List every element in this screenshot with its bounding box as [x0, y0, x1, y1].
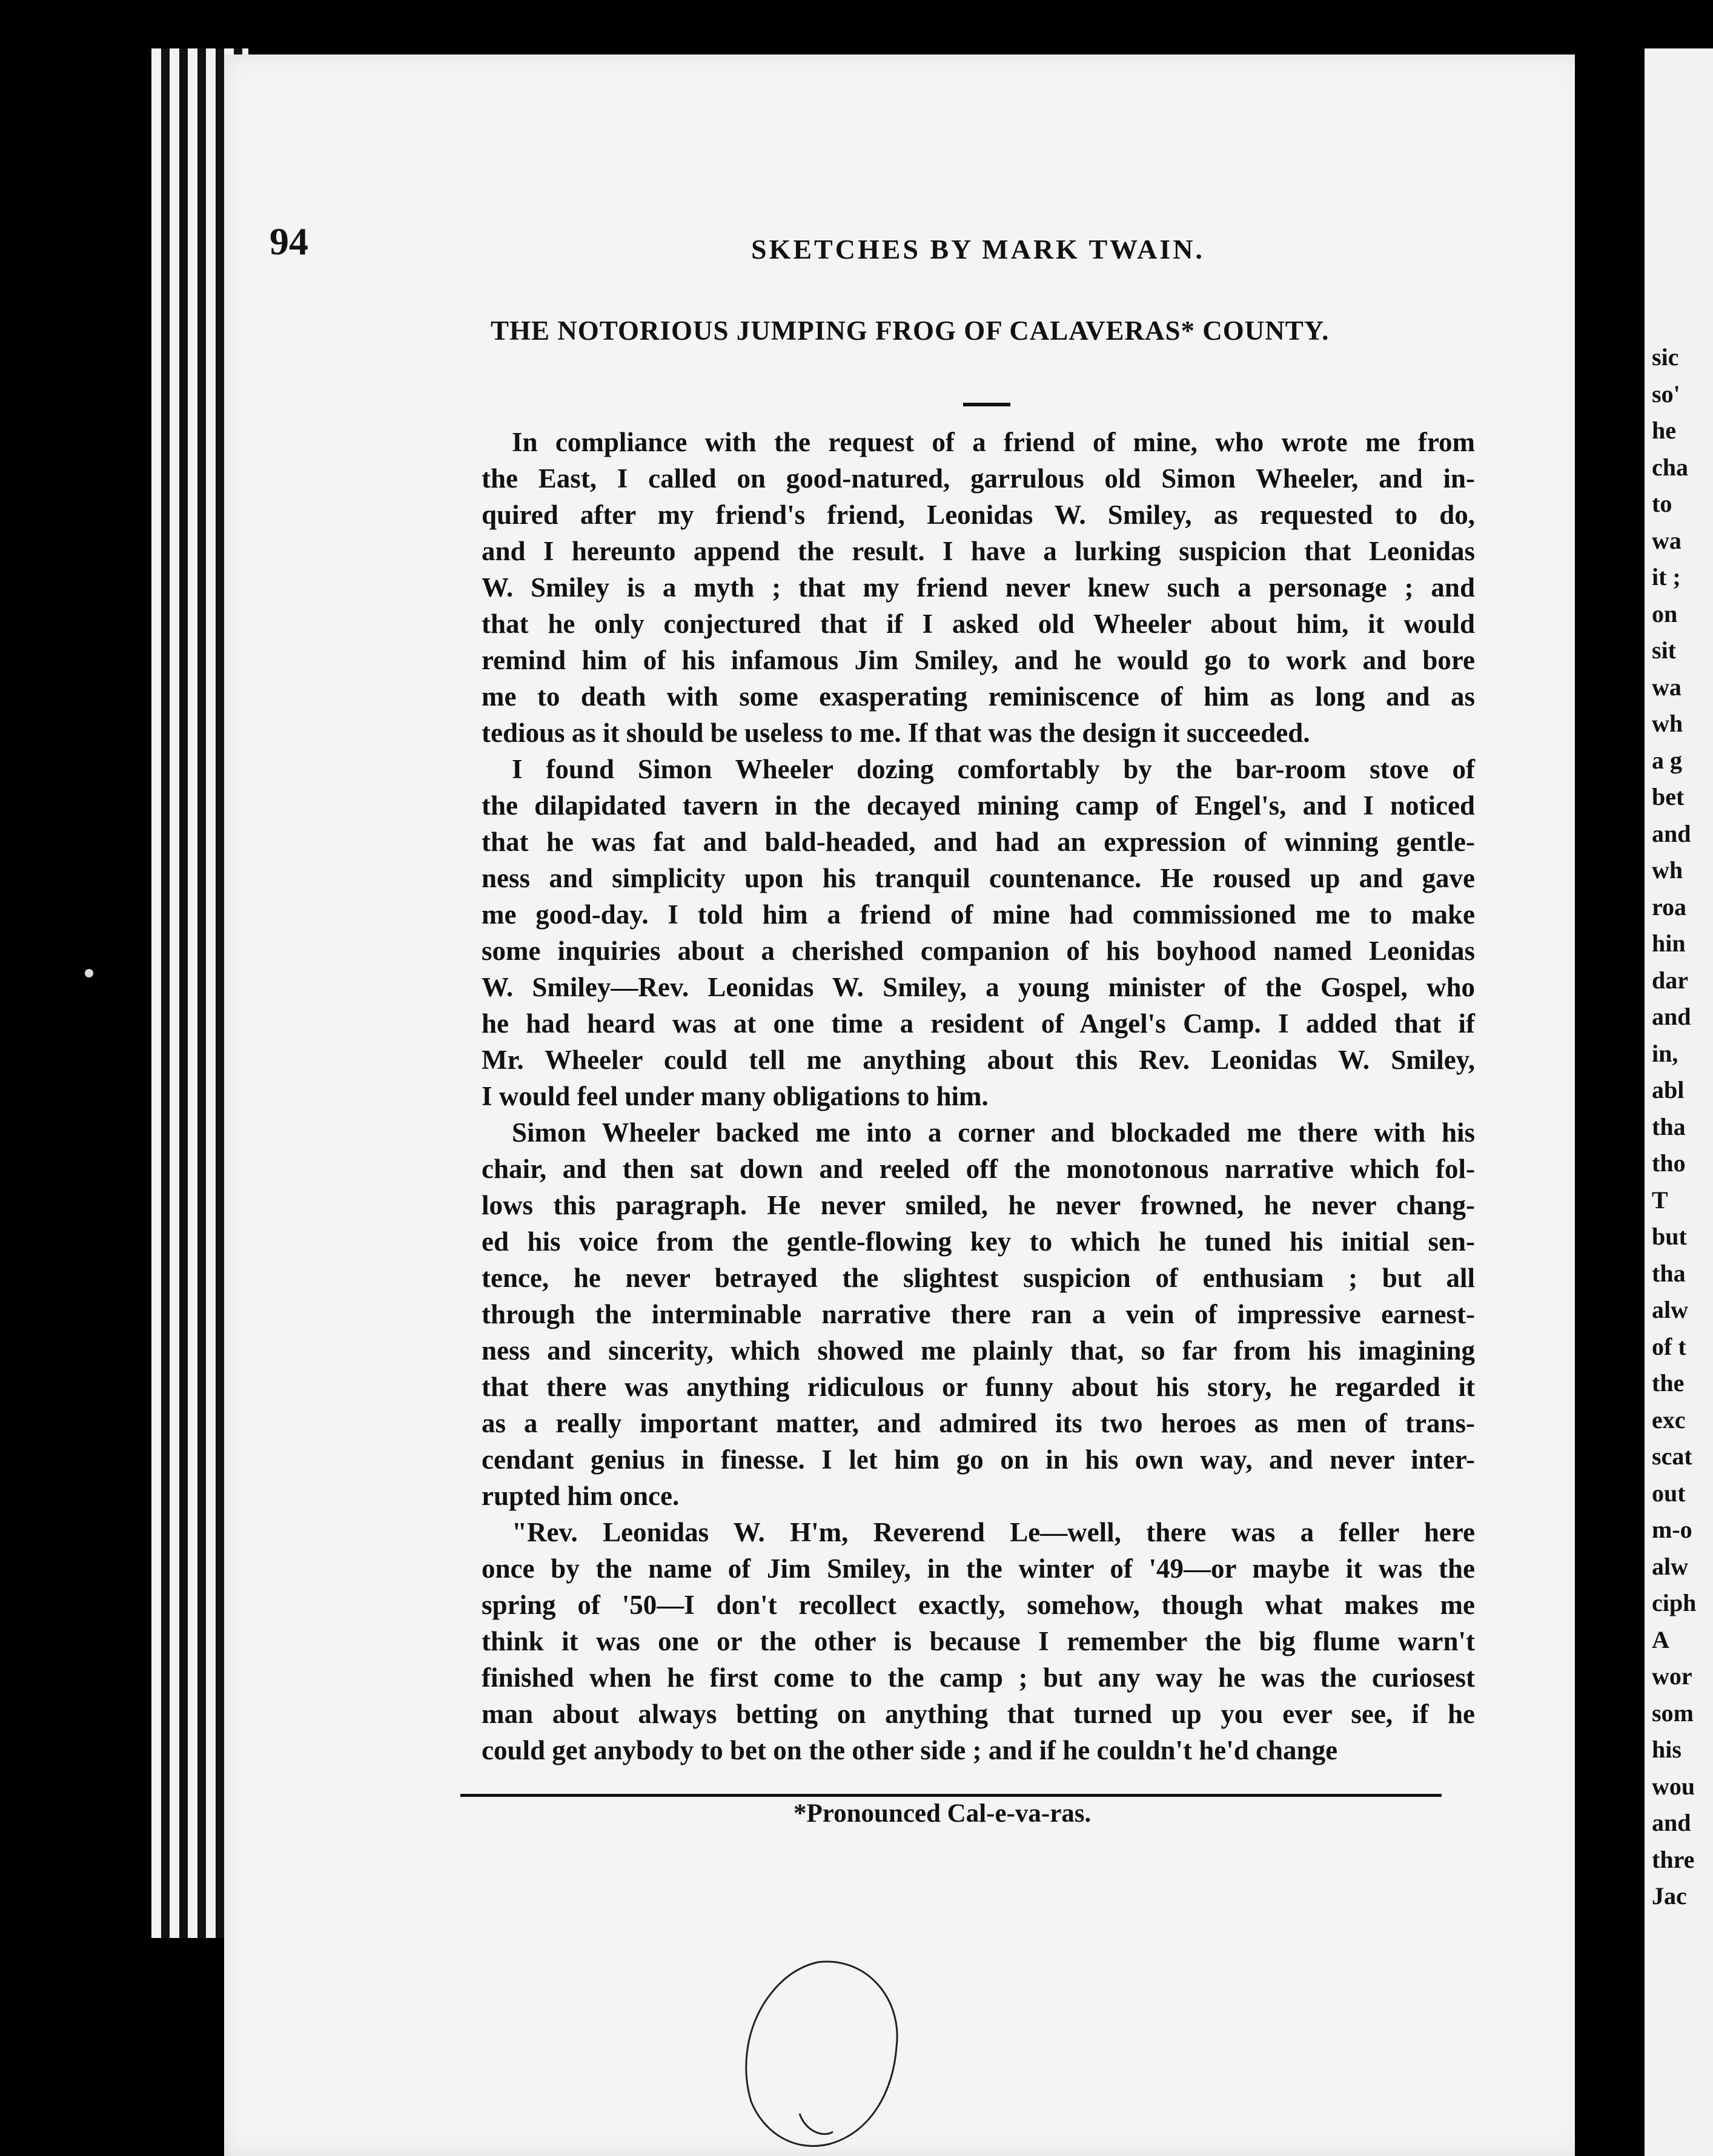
facing-page-fragment: ciph: [1652, 1589, 1697, 1616]
facing-page-fragment: so': [1652, 380, 1680, 408]
facing-page-fragment: roa: [1652, 893, 1687, 921]
text-line: Mr. Wheeler could tell me anything about this Rev. Leonidas W. Smiley,: [482, 1045, 1475, 1075]
facing-page-fragment: cha: [1652, 453, 1688, 481]
text-line: I found Simon Wheeler dozing comfortably by the bar-room stove of: [512, 754, 1475, 784]
dust-speck: [85, 969, 93, 977]
facing-page-edge: [1645, 48, 1713, 2156]
text-line: Simon Wheeler backed me into a corner and blockaded me there with his: [512, 1117, 1475, 1148]
text-line: think it was one or the other is because I remember the big flume warn't: [482, 1626, 1475, 1656]
chapter-title: THE NOTORIOUS JUMPING FROG OF CALAVERAS* COUNTY.: [491, 316, 1330, 346]
footnote: *Pronounced Cal-e-va-ras.: [794, 1799, 1092, 1828]
facing-page-fragment: wa: [1652, 673, 1682, 701]
text-line: man about always betting on anything that turned up you ever see, if he: [482, 1699, 1475, 1729]
facing-page-fragment: wh: [1652, 710, 1683, 737]
facing-page-fragment: m-o: [1652, 1516, 1692, 1543]
text-line: remind him of his infamous Jim Smiley, and he would go to work and bore: [482, 645, 1475, 675]
text-line: that he was fat and bald-headed, and had an expression of winning gentle-: [482, 827, 1475, 857]
text-line: spring of '50—I don't recollect exactly, somehow, though what makes me: [482, 1590, 1475, 1620]
facing-page-fragment: scat: [1652, 1443, 1692, 1470]
text-line: ness and simplicity upon his tranquil countenance. He roused up and gave: [482, 863, 1475, 893]
facing-page-fragment: som: [1652, 1699, 1694, 1727]
stamp-outline: [727, 1950, 915, 2156]
facing-page-fragment: T: [1652, 1186, 1668, 1214]
text-line: W. Smiley—Rev. Leonidas W. Smiley, a young minister of the Gospel, who: [482, 972, 1475, 1002]
facing-page-fragment: dar: [1652, 966, 1688, 994]
facing-page-fragment: and: [1652, 1809, 1691, 1836]
facing-page-fragment: the: [1652, 1369, 1685, 1397]
facing-page-fragment: but: [1652, 1223, 1687, 1250]
facing-page-fragment: wh: [1652, 856, 1683, 884]
facing-page-fragment: sic: [1652, 343, 1679, 371]
text-line: the dilapidated tavern in the decayed mining camp of Engel's, and I noticed: [482, 790, 1475, 821]
facing-page-fragment: of t: [1652, 1332, 1686, 1360]
facing-page-fragment: alw: [1652, 1296, 1688, 1323]
facing-page-fragment: abl: [1652, 1076, 1685, 1103]
facing-page-fragment: A: [1652, 1625, 1669, 1653]
text-line: tedious as it should be useless to me. If that was the design it succeeded.: [482, 718, 1310, 748]
facing-page-fragment: wou: [1652, 1772, 1695, 1800]
text-line: I would feel under many obligations to him.: [482, 1081, 989, 1111]
facing-page-fragment: alw: [1652, 1552, 1688, 1580]
facing-page-fragment: thre: [1652, 1845, 1695, 1873]
facing-page-fragment: and: [1652, 819, 1691, 847]
text-line: lows this paragraph. He never smiled, he never frowned, he never chang-: [482, 1190, 1475, 1220]
text-line: cendant genius in finesse. I let him go on in his own way, and never inter-: [482, 1444, 1475, 1475]
facing-page-fragment: his: [1652, 1736, 1682, 1763]
footnote-rule: [460, 1794, 1442, 1797]
text-line: through the interminable narrative there ran a vein of impressive earnest-: [482, 1299, 1475, 1329]
facing-page-fragment: and: [1652, 1003, 1691, 1030]
text-line: me to death with some exasperating reminiscence of him as long and as: [482, 681, 1475, 712]
text-line: finished when he first come to the camp ; but any way he was the curiosest: [482, 1662, 1475, 1693]
text-line: quired after my friend's friend, Leonidas W. Smiley, as requested to do,: [482, 500, 1475, 530]
facing-page-fragment: to: [1652, 490, 1672, 517]
text-line: tence, he never betrayed the slightest suspicion of enthusiam ; but all: [482, 1263, 1475, 1293]
facing-page-fragment: sit: [1652, 637, 1676, 664]
facing-page-fragment: tha: [1652, 1113, 1686, 1140]
page-number: 94: [270, 220, 308, 263]
facing-page-fragment: tho: [1652, 1149, 1686, 1177]
text-line: the East, I called on good-natured, garrulous old Simon Wheeler, and in-: [482, 463, 1475, 494]
facing-page-fragment: in,: [1652, 1039, 1678, 1067]
text-line: that there was anything ridiculous or funny about his story, he regarded it: [482, 1372, 1475, 1402]
facing-page-fragment: tha: [1652, 1259, 1686, 1287]
text-line: and I hereunto append the result. I have a lurking suspicion that Leonidas: [482, 536, 1475, 566]
text-line: ness and sincerity, which showed me plainly that, so far from his imagining: [482, 1335, 1475, 1366]
facing-page-fragment: out: [1652, 1479, 1686, 1507]
gutter: [1575, 48, 1645, 2156]
facing-page-fragment: wor: [1652, 1662, 1692, 1690]
facing-page-fragment: it ;: [1652, 563, 1681, 590]
facing-page-fragment: exc: [1652, 1406, 1686, 1433]
text-line: me good-day. I told him a friend of mine had commissioned me to make: [482, 899, 1475, 930]
facing-page-fragment: a g: [1652, 746, 1682, 774]
text-line: some inquiries about a cherished companion of his boyhood named Leonidas: [482, 936, 1475, 966]
text-line: rupted him once.: [482, 1481, 680, 1511]
facing-page-fragment: hin: [1652, 930, 1686, 957]
text-line: ed his voice from the gentle-flowing key to which he tuned his initial sen-: [482, 1226, 1475, 1257]
text-line: once by the name of Jim Smiley, in the winter of '49—or maybe it was the: [482, 1553, 1475, 1584]
facing-page-fragment: wa: [1652, 526, 1682, 554]
facing-page-fragment: Jac: [1652, 1882, 1687, 1910]
text-line: that he only conjectured that if I asked old Wheeler about him, it would: [482, 609, 1475, 639]
facing-page-fragment: on: [1652, 600, 1678, 627]
body-text: [482, 424, 1475, 1768]
facing-page-fragment: bet: [1652, 783, 1685, 810]
facing-page-fragment: he: [1652, 417, 1676, 444]
text-line: In compliance with the request of a friend of mine, who wrote me from: [512, 427, 1475, 457]
text-line: "Rev. Leonidas W. H'm, Reverend Le—well, there was a feller here: [512, 1517, 1475, 1547]
title-rule: [963, 403, 1010, 406]
text-line: he had heard was at one time a resident of Angel's Camp. I added that if: [482, 1008, 1475, 1039]
running-head: SKETCHES BY MARK TWAIN.: [751, 234, 1205, 265]
text-line: W. Smiley is a myth ; that my friend never knew such a personage ; and: [482, 572, 1475, 603]
text-line: chair, and then sat down and reeled off the monotonous narrative which fol-: [482, 1154, 1475, 1184]
text-line: could get anybody to bet on the other side ; and if he couldn't he'd change: [482, 1735, 1338, 1765]
text-line: as a really important matter, and admired its two heroes as men of trans-: [482, 1408, 1475, 1438]
